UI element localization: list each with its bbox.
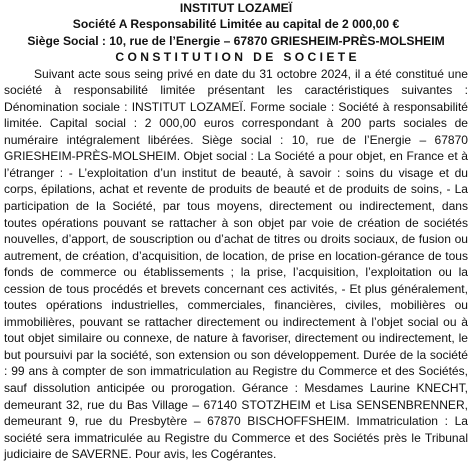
notice-heading: C O N S T I T U T I O N D E S O C I E T E — [115, 50, 357, 65]
notice-body: Suivant acte sous seing privé en date du 31 octobre 2024, il a été constitué une société à responsabilité limitée présentant les caractéristiques suivantes : Dénomination sociale : INSTITUT LOZAMEÏ. Forme sociale : Société à responsabilité limitée. Capital social : 2 000,00 euros correspondant à 200 parts sociales de numéraire intégralement libérées. Siège social : 10, rue de l’Energie – 67870 GRIESHEIM-PRÈS-MOLSHEIM. Objet social : La Société a pour objet, en France et à l’étranger : - L’exploitation d’un institut de beauté, à savoir : soins du visage et du corps, épilations, achat et revente de produits de beauté et de produits de soins, - La participation de la Société, par tous moyens, directement ou indirectement, dans toutes opérations pouvant se rattacher à son objet par voie de création de sociétés nouvelles, d’apport, de souscription ou d’achat de titres ou droits sociaux, de fusion ou autrement, de création, d’acquisition, de location, de prise en location-gérance de tous fonds de commerce ou établissements ; la prise, l’acquisition, l’exploitation ou la cession de tous procédés et brevets concernant ces activités, - Et plus généralement, toutes opérations industrielles, commerciales, financières, civiles, mobilières ou immobilières, pouvant se rattacher directement ou indirectement à l’objet social ou à tout objet similaire ou connexe, de nature à favoriser, directement ou indirectement, le but poursuivi par la société, son extension ou son développement. Durée de la société : 99 ans à compter de son immatriculation au Registre du Commerce et des Sociétés, sauf dissolution anticipée ou prorogation. Gérance : Mesdames Laurine KNECHT, demeurant 32, rue du Bas Village – 67140 STOTZHEIM et Lisa SENSENBRENNER, demeurant 9, rue du Presbytère – 67870 BISCHOFFSHEIM. Immatriculation : La société sera immatriculée au Registre du Commerce et des Sociétés près le Tribunal judiciaire de SAVERNE. Pour avis, les Cogérantes. — [4, 66, 468, 462]
company-name: INSTITUT LOZAMEÏ — [179, 1, 293, 15]
company-type-capital: Société A Responsabilité Limitée au capital de 2 000,00 € — [72, 17, 400, 32]
registered-office: Siège Social : 10, rue de l’Energie – 67870 GRIESHEIM-PRÈS-MOLSHEIM — [27, 33, 445, 48]
